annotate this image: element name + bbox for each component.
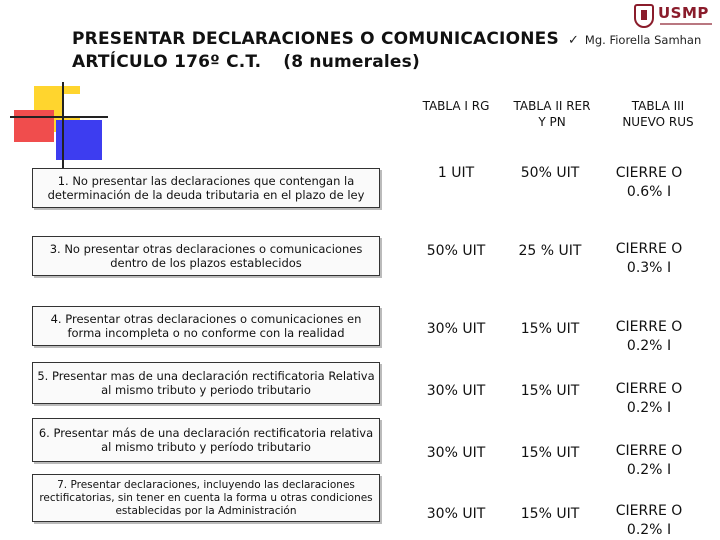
infraction-row-7: 7. Presentar declaraciones, incluyendo las declaraciones rectificatorias, sin tener en cuenta la forma u otras condiciones establecidas por la Administración — [32, 474, 380, 522]
author-name: Mg. Fiorella Samhan — [584, 33, 702, 47]
row-3-tabla-2: 25 % UIT — [518, 243, 582, 259]
row-1-tabla-1: 1 UIT — [437, 165, 475, 181]
row-1-tabla-2: 50% UIT — [520, 165, 580, 181]
decor-white-block — [62, 94, 92, 118]
header-tabla-3: TABLA III NUEVO RUS — [622, 99, 694, 129]
crest-icon — [634, 4, 654, 28]
row-7-tabla-2: 15% UIT — [520, 506, 580, 522]
row-4-tabla-3: CIERRE O 0.2% I — [615, 319, 683, 354]
slide-title — [72, 28, 559, 74]
decor-horizontal-line — [10, 116, 108, 118]
logo-underline — [660, 23, 712, 25]
row-3-tabla-1: 50% UIT — [426, 243, 486, 259]
author-credit — [568, 33, 701, 48]
header-tabla-1: TABLA I RG — [422, 99, 490, 113]
row-5-tabla-1: 30% UIT — [426, 383, 486, 399]
row-5-tabla-2: 15% UIT — [520, 383, 580, 399]
title-line-1: PRESENTAR DECLARACIONES O COMUNICACIONES — [72, 29, 559, 49]
row-1-tabla-3: CIERRE O 0.6% I — [615, 165, 683, 200]
row-6-tabla-2: 15% UIT — [520, 445, 580, 461]
row-6-tabla-1: 30% UIT — [426, 445, 486, 461]
title-line-2 — [72, 51, 559, 74]
decor-vertical-line — [62, 82, 64, 170]
row-7-tabla-1: 30% UIT — [426, 506, 486, 522]
row-4-tabla-2: 15% UIT — [520, 321, 580, 337]
checkmark-icon: ✓ — [568, 33, 579, 48]
decor-red-block — [14, 110, 54, 142]
title-article: ARTÍCULO 176º C.T. — [72, 52, 262, 72]
infraction-row-6: 6. Presentar más de una declaración rectificatoria relativa al mismo tributo y período tributario — [32, 418, 380, 462]
infraction-row-5: 5. Presentar mas de una declaración rectificatoria Relativa al mismo tributo y periodo tributario — [32, 362, 380, 404]
infraction-row-3: 3. No presentar otras declaraciones o comunicaciones dentro de los plazos establecidos — [32, 236, 380, 276]
usmp-logo — [630, 2, 720, 34]
row-3-tabla-3: CIERRE O 0.3% I — [615, 241, 683, 276]
header-tabla-2: TABLA II RER Y PN — [513, 99, 591, 129]
row-4-tabla-1: 30% UIT — [426, 321, 486, 337]
row-7-tabla-3: CIERRE O 0.2% I — [615, 503, 683, 538]
infraction-row-4: 4. Presentar otras declaraciones o comunicaciones en forma incompleta o no conforme con la realidad — [32, 306, 380, 346]
row-5-tabla-3: CIERRE O 0.2% I — [615, 381, 683, 416]
row-6-tabla-3: CIERRE O 0.2% I — [615, 443, 683, 478]
infraction-row-1: 1. No presentar las declaraciones que contengan la determinación de la deuda tributaria en el plazo de ley — [32, 168, 380, 208]
title-numerals: (8 numerales) — [283, 52, 420, 72]
logo-text: USMP — [658, 4, 709, 22]
